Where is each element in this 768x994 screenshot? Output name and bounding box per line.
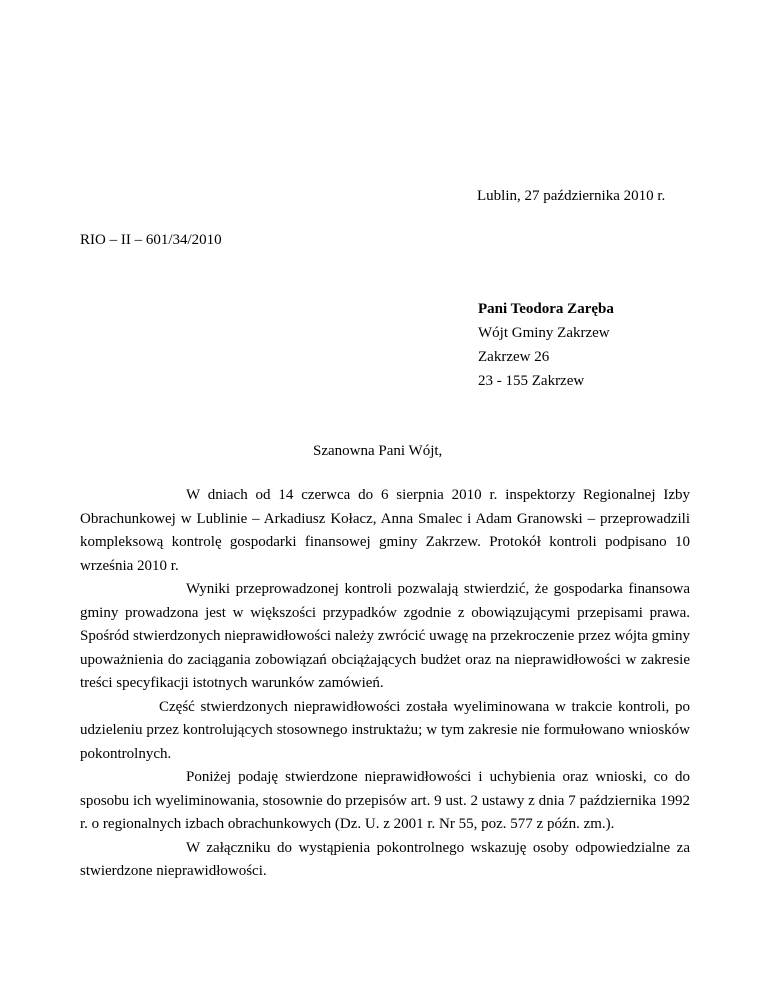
recipient-name: Pani Teodora Zaręba: [478, 301, 614, 317]
recipient-title: Wójt Gminy Zakrzew: [478, 325, 610, 341]
recipient-address: Zakrzew 26: [478, 349, 550, 365]
reference-number: RIO – II – 601/34/2010: [80, 232, 222, 248]
body-paragraph: Wyniki przeprowadzonej kontroli pozwalają stwierdzić, że gospodarka finansowa gminy prowadzona jest w większości przypadków zgodnie z obowiązującymi przepisami prawa. Spośród stwierdzonych nieprawidłowości należy zwrócić uwagę na przekroczenie przez wójta gminy upoważnienia do zaciągania zobowiązań obciążających budżet oraz na nieprawidłowości w zakresie treści specyfikacji istotnych warunków zamówień.: [80, 581, 690, 691]
body-paragraph: Część stwierdzonych nieprawidłowości została wyeliminowana w trakcie kontroli, po udzieleniu przez kontrolujących stosownego instruktażu; w tym zakresie nie formułowano wniosków pokontrolnych.: [80, 698, 690, 762]
letter-body: [80, 484, 690, 884]
body-paragraph: W dniach od 14 czerwca do 6 sierpnia 2010 r. inspektorzy Regionalnej Izby Obrachunkowej w Lublinie – Arkadiusz Kołacz, Anna Smalec i Adam Granowski – przeprowadzili kompleksową kontrolę gospodarki finansowej gminy Zakrzew. Protokół kontroli podpisano 10 września 2010 r.: [80, 487, 690, 574]
letter-date: Lublin, 27 października 2010 r.: [477, 188, 666, 204]
body-paragraph: Poniżej podaję stwierdzone nieprawidłowości i uchybienia oraz wnioski, co do sposobu ich wyeliminowania, stosownie do przepisów art. 9 ust. 2 ustawy z dnia 7 października 1992 r. o regionalnych izbach obrachunkowych (Dz. U. z 2001 r. Nr 55, poz. 577 z późn. zm.).: [80, 769, 690, 832]
body-paragraph: W załączniku do wystąpienia pokontrolnego wskazuję osoby odpowiedzialne za stwierdzone nieprawidłowości.: [80, 839, 690, 879]
recipient-block: [478, 297, 614, 393]
salutation: Szanowna Pani Wójt,: [313, 443, 443, 459]
recipient-postal-city: 23 - 155 Zakrzew: [478, 373, 585, 389]
